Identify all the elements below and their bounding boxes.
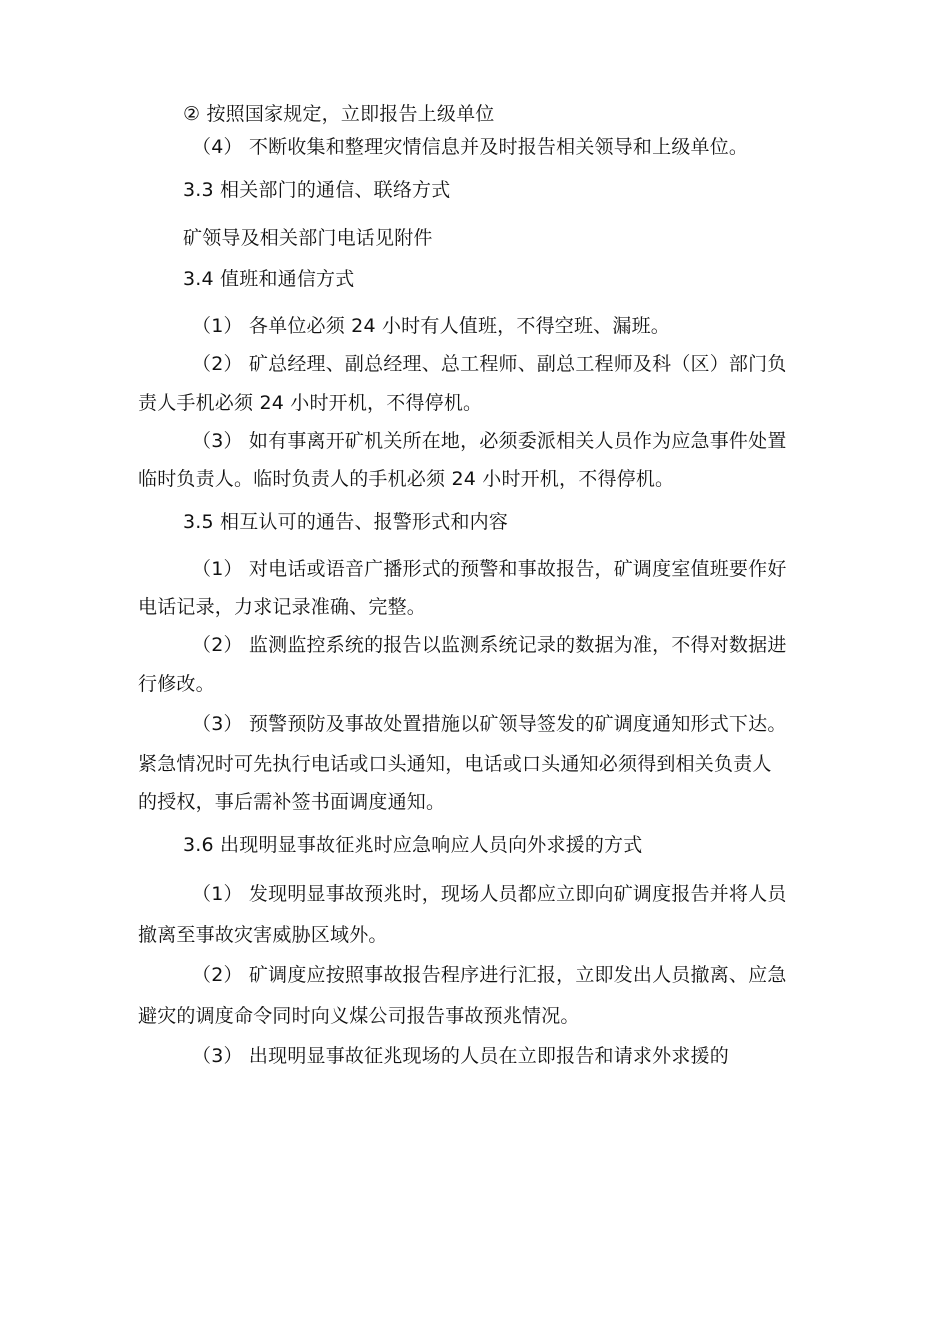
section-heading: 3.4 值班和通信方式	[183, 268, 355, 290]
text-line: （4） 不断收集和整理灾情信息并及时报告相关领导和上级单位。	[192, 136, 749, 158]
text-line: 临时负责人。临时负责人的手机必须 24 小时开机，不得停机。	[138, 468, 675, 490]
text-line: ② 按照国家规定，立即报告上级单位	[183, 103, 495, 125]
text-line: （1） 发现明显事故预兆时，现场人员都应立即向矿调度报告并将人员	[192, 883, 787, 905]
text-line: （3） 出现明显事故征兆现场的人员在立即报告和请求外求援的	[192, 1045, 729, 1067]
text-line: （3） 预警预防及事故处置措施以矿领导签发的矿调度通知形式下达。	[192, 713, 787, 735]
text-line: 电话记录，力求记录准确、完整。	[138, 596, 427, 618]
text-line: 行修改。	[138, 673, 215, 695]
text-line: 避灾的调度命令同时向义煤公司报告事故预兆情况。	[138, 1005, 580, 1027]
text-line: 紧急情况时可先执行电话或口头通知，电话或口头通知必须得到相关负责人	[138, 753, 772, 775]
text-line: 矿领导及相关部门电话见附件	[183, 227, 433, 249]
text-line: （1） 对电话或语音广播形式的预警和事故报告，矿调度室值班要作好	[192, 558, 787, 580]
section-heading: 3.3 相关部门的通信、联络方式	[183, 179, 451, 201]
text-line: （2） 监测监控系统的报告以监测系统记录的数据为准，不得对数据进	[192, 634, 787, 656]
text-line: （3） 如有事离开矿机关所在地，必须委派相关人员作为应急事件处置	[192, 430, 787, 452]
section-heading: 3.6 出现明显事故征兆时应急响应人员向外求援的方式	[183, 834, 643, 856]
text-line: 责人手机必须 24 小时开机，不得停机。	[138, 392, 483, 414]
text-line: （2） 矿调度应按照事故报告程序进行汇报，立即发出人员撤离、应急	[192, 964, 787, 986]
section-heading: 3.5 相互认可的通告、报警形式和内容	[183, 511, 509, 533]
text-line: 撤离至事故灾害威胁区域外。	[138, 924, 388, 946]
text-line: （1） 各单位必须 24 小时有人值班，不得空班、漏班。	[192, 315, 670, 337]
text-line: 的授权，事后需补签书面调度通知。	[138, 791, 446, 813]
text-line: （2） 矿总经理、副总经理、总工程师、副总工程师及科（区）部门负	[192, 353, 787, 375]
